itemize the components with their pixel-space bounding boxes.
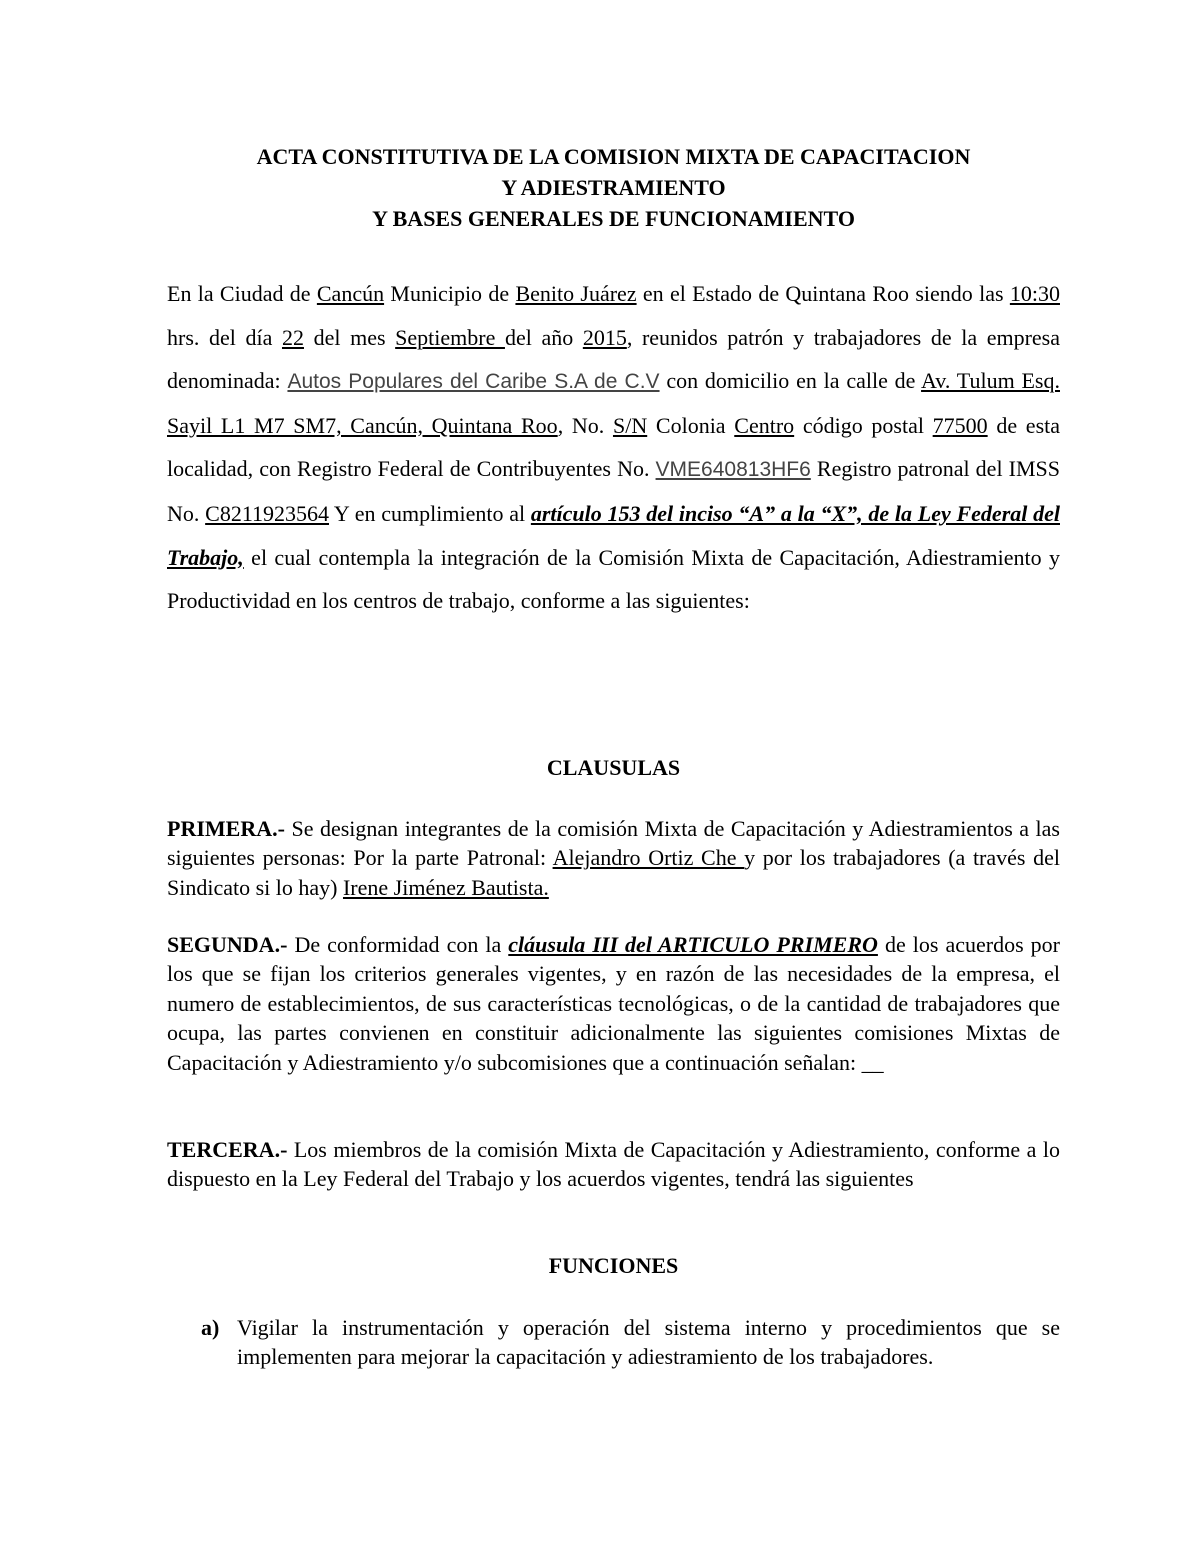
dia-field: 22 [281, 324, 304, 350]
rfc-field: VME640813HF6 [655, 458, 811, 482]
cp-field: 77500 [932, 412, 988, 438]
clausula-tercera [167, 1135, 1060, 1194]
intro-text: con domicilio en la calle de [659, 368, 922, 394]
title-line-1: ACTA CONSTITUTIVA DE LA COMISION MIXTA DE CAPACITACION [256, 144, 971, 169]
intro-text: hrs. del día [167, 324, 282, 350]
intro-text: , No. [557, 412, 613, 438]
anio-field: 2015 [582, 324, 627, 350]
representante-patronal: Alejandro Ortiz Che [552, 845, 745, 871]
intro-text: de esta localidad, con Registro Federal de Contribuyentes No. [167, 412, 1061, 482]
clausula-label: PRIMERA.- [167, 816, 285, 841]
intro-text: el cual contempla la integración de la Comisión Mixta de Capacitación, Adiestramiento y Productividad en los centros de trabajo, conforme a las siguientes: [167, 544, 1060, 614]
document-title [167, 141, 1060, 234]
clausula-text: De conformidad con la [287, 932, 509, 957]
clausula-text: Los miembros de la comisión Mixta de Capacitación y Adiestramiento, conforme a lo dispuesto en la Ley Federal del Trabajo y los acuerdos vigentes, tendrá las siguientes [167, 1137, 1060, 1192]
title-line-3: Y BASES GENERALES DE FUNCIONAMIENTO [372, 206, 855, 231]
intro-text: En la Ciudad de [167, 281, 317, 306]
intro-text: del año [504, 324, 583, 350]
clausula-text: y por los trabajadores (a través del Sindicato si lo hay) [167, 845, 1060, 900]
hora-field: 10:30 [1009, 281, 1060, 306]
ley-reference: artículo 153 del inciso “A” a la “X”, de la Ley Federal del Trabajo, [167, 500, 1060, 570]
municipio-field: Benito Juárez [515, 281, 637, 306]
clausula-label: SEGUNDA.- [167, 932, 288, 957]
numero-field: S/N [612, 412, 648, 438]
clausula-primera [167, 814, 1060, 902]
intro-text: Y en cumplimiento al [329, 500, 531, 526]
list-item [201, 1313, 1060, 1372]
clausula-text: Se designan integrantes de la comisión Mixta de Capacitación y Adiestramientos a las siguientes personas: Por la parte Patronal: [167, 816, 1060, 871]
intro-text: Colonia [647, 412, 735, 438]
intro-text: en el Estado de Quintana Roo siendo las [636, 281, 1010, 306]
funciones-heading: FUNCIONES [548, 1253, 679, 1278]
clausulas-heading: CLAUSULAS [546, 755, 681, 780]
list-item-text: Vigilar la instrumentación y operación del sistema interno y procedimientos que se implementen para mejorar la capacitación y adiestramiento de los trabajadores. [237, 1315, 1060, 1370]
mes-field: Septiembre [395, 324, 505, 350]
document-page [167, 0, 1060, 1553]
imss-field: C8211923564 [205, 500, 329, 526]
list-marker: a) [201, 1315, 220, 1340]
intro-text: código postal [794, 412, 933, 438]
clausula-segunda [167, 930, 1060, 1077]
calle-field: Av. Tulum Esq. Sayil L1 M7 SM7, Cancún, Quintana Roo [167, 368, 1060, 438]
intro-text: Registro patronal del IMSS No. [167, 456, 1060, 526]
ciudad-field: Cancún [316, 281, 385, 306]
empresa-field: Autos Populares del Caribe S.A de C.V [287, 370, 660, 394]
colonia-field: Centro [734, 412, 795, 438]
clausula-reference: cláusula III del ARTICULO PRIMERO [508, 932, 878, 957]
title-line-2: Y ADIESTRAMIENTO [501, 175, 726, 200]
clausula-text: de los acuerdos por los que se fijan los criterios generales vigentes, y en razón de las necesidades de la empresa, el numero de establecimientos, de sus características tecnológicas, o de la cantidad de trabajadores que ocupa, las partes convienen en constituir adicionalmente las siguientes comisiones Mixtas de Capacitación y Adiestramiento y/o subcomisiones que a continuación señalan: __ [167, 932, 1060, 1075]
intro-text: , reunidos patrón y trabajadores de la empresa denominada: [167, 324, 1060, 394]
clausula-label: TERCERA.- [167, 1137, 288, 1162]
intro-text: del mes [303, 324, 396, 350]
intro-paragraph [167, 272, 1060, 623]
intro-text: Municipio de [384, 281, 516, 306]
representante-trabajadores: Irene Jiménez Bautista. [342, 874, 549, 900]
